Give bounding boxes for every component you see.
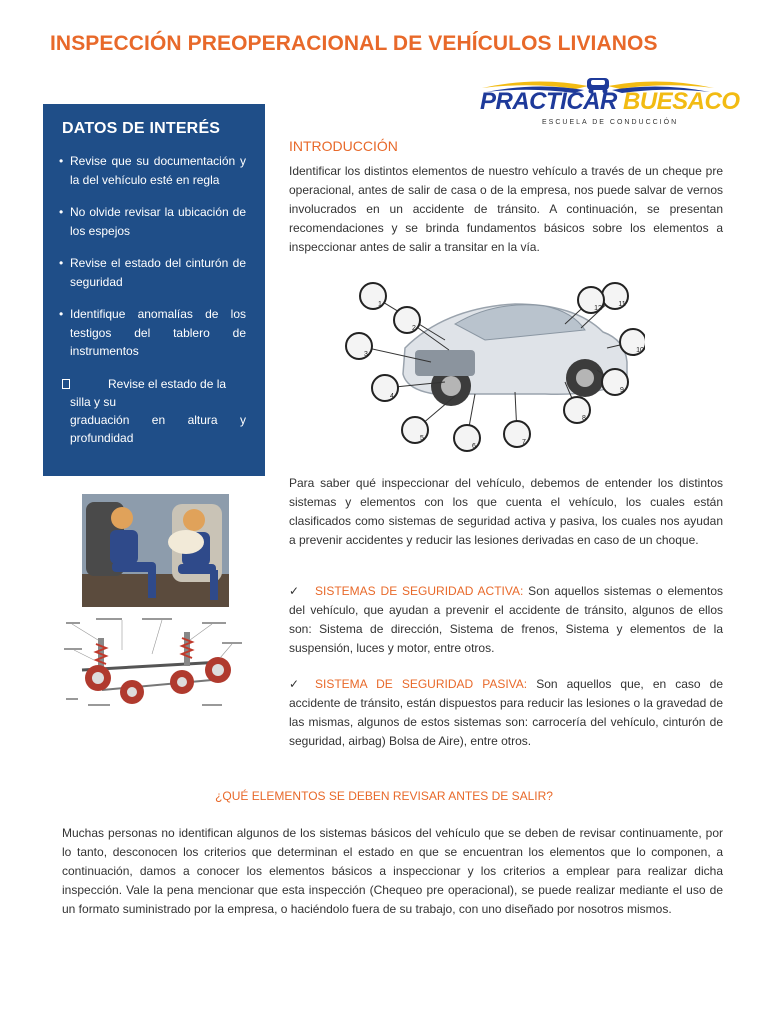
callout-circle xyxy=(454,425,480,451)
callout-circle xyxy=(602,369,628,395)
callout-circle xyxy=(504,421,530,447)
callout-circle xyxy=(564,397,590,423)
passive-safety-text: Son aquellos que, en caso de accidente de tránsito, están dispuestos para reducir las lesiones o la gravedad de las mismas, algunos de estos sistemas son: carrocería del vehículo, cinturón de seguridad, airbag) Bolsa de Aire), entre otros. xyxy=(289,677,723,748)
section-question-heading: ¿QUÉ ELEMENTOS SE DEBEN REVISAR ANTES DE SALIR? xyxy=(215,789,553,803)
checkmark-icon: ✓ xyxy=(289,584,300,598)
sidebar-list xyxy=(59,152,246,361)
callout-number: 3 xyxy=(364,351,368,358)
sidebar-heading: DATOS DE INTERÉS xyxy=(62,120,221,137)
intro-heading: INTRODUCCIÓN xyxy=(289,138,398,154)
active-safety-paragraph xyxy=(289,582,723,658)
sidebar-item: • Identifique anomalías de los testigos del tablero de instrumentos xyxy=(59,307,246,358)
school-logo xyxy=(476,74,740,134)
sidebar-item: • Revise el estado del cinturón de seguridad xyxy=(59,256,246,289)
car-inspection-diagram xyxy=(345,278,645,462)
sidebar-item: • No olvide revisar la ubicación de los espejos xyxy=(59,205,246,238)
callout-circle xyxy=(360,283,386,309)
callout-number: 4 xyxy=(390,393,394,400)
missing-glyph-icon xyxy=(62,379,70,389)
passive-safety-label: SISTEMA DE SEGURIDAD PASIVA: xyxy=(315,677,528,691)
callout-number: 5 xyxy=(420,435,424,442)
callout-number: 8 xyxy=(582,415,586,422)
callout-number: 7 xyxy=(522,439,526,446)
callout-number: 9 xyxy=(620,387,624,394)
document-title: INSPECCIÓN PREOPERACIONAL DE VEHÍCULOS LIVIANOS xyxy=(50,32,658,55)
callout-number: 2 xyxy=(412,325,416,332)
sidebar-item-seat: Revise el estado de la silla y su graduación en altura y profundidad xyxy=(62,375,246,447)
info-sidebar xyxy=(43,104,265,476)
sidebar-item: • Revise que su documentación y la del vehículo esté en regla xyxy=(59,154,246,187)
callout-number: 10 xyxy=(636,347,644,354)
callout-number: 11 xyxy=(618,301,626,308)
systems-intro-paragraph: Para saber qué inspeccionar del vehículo, debemos de entender los distintos sistemas y elementos con los que cuenta el vehículo, los cuales están clasificados como sistemas de seguridad activa y pasiva, los cuales nos ayudan a prevenir accidentes y reducir las lesiones derivadas en caso de un choque. xyxy=(289,476,723,547)
callout-circle xyxy=(346,333,372,359)
logo-name: PRACTICAR BUESACO xyxy=(480,88,740,115)
crash-dummy-photo xyxy=(82,494,229,607)
checkmark-icon: ✓ xyxy=(289,677,300,691)
callout-number: 12 xyxy=(594,305,602,312)
callout-number: 1 xyxy=(378,301,382,308)
callout-circle xyxy=(402,417,428,443)
passive-safety-paragraph xyxy=(289,675,723,751)
active-safety-text: Son aquellos sistemas o elementos del vehículo, que ayudan a prevenir el accidente de tránsito, algunos de ellos son: Sistema de dirección, Sistema de frenos, Sistema y elementos de la suspensión, luces y motor, entre otros. xyxy=(289,584,723,655)
active-safety-label: SISTEMAS DE SEGURIDAD ACTIVA: xyxy=(315,584,524,598)
intro-paragraph: Identificar los distintos elementos de nuestro vehículo a través de un cheque pre operacional, antes de salir de casa o de la empresa, nos puede salvar de vernos involucrados en un accidente de tránsito. A continuación, se presentan recomendaciones y se brinda fundamentos básicos sobre los elementos a inspeccionar antes de salir a transitar en la vía. xyxy=(289,164,723,254)
callout-number: 6 xyxy=(472,443,476,450)
closing-paragraph: Muchas personas no identifican algunos de los sistemas básicos del vehículo que se deben de revisar continuamente, por lo tanto, desconocen los criterios que determinan el estado en que se encuentran los elementos que lo componen, a continuación, damos a conocer los elementos básicos a inspeccionar y los criterios a emplear para realizar dicha inspección. Vale la pena mencionar que esta inspección (Chequeo pre operacional), se puede realizar mediante el uso de un formato suministrado por la empresa, o haciéndolo fuera de su trabajo, con uno diseñado por nosotros mismos. xyxy=(62,826,723,916)
callout-circle xyxy=(394,307,420,333)
callout-circle xyxy=(372,375,398,401)
logo-subtitle: ESCUELA DE CONDUCCIÓN xyxy=(542,119,679,126)
suspension-diagram xyxy=(62,610,245,710)
